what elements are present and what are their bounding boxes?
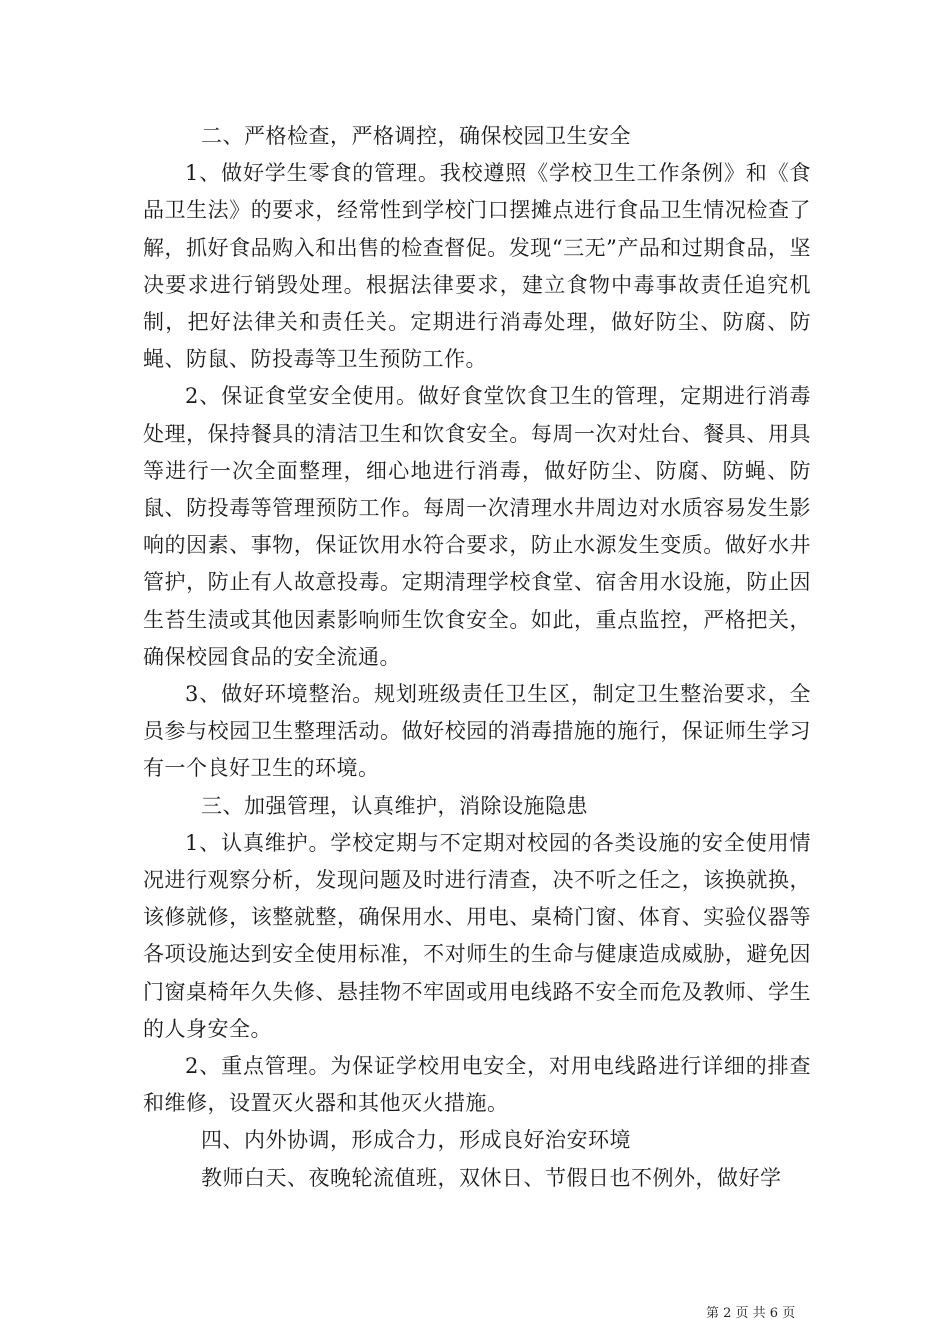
- section-heading-3: 三、加强管理，认真维护，消除设施隐患: [201, 793, 588, 818]
- paragraph-environment: 3、做好环境整治。规划班级责任卫生区，制定卫生整治要求，全员参与校园卫生整理活动。做好校园的消毒措施的施行，保证师生学习有一个良好卫生的环境。: [143, 682, 811, 781]
- page-number-footer: 第 2 页 共 6 页: [706, 1306, 796, 1321]
- section-heading-2: 二、严格检查，严格调控，确保校园卫生安全: [201, 124, 631, 148]
- paragraph-canteen-safety: 2、保证食堂安全使用。做好食堂饮食卫生的管理，定期进行消毒处理，保持餐具的清洁卫生和饮食安全。每周一次对灶台、餐具、用具等进行一次全面整理，细心地进行消毒，做好防尘、防腐、防蝇、防鼠、防投毒等管理预防工作。每周一次清理水井周边对水质容易发生影响的因素、事物，保证饮用水符合要求，防止水源发生变质。做好水井管护，防止有人故意投毒。定期清理学校食堂、宿舍用水设施，防止因生苔生渍或其他因素影响师生饮食安全。如此，重点监控，严格把关，确保校园食品的安全流通。: [143, 384, 811, 669]
- paragraph-maintenance: 1、认真维护。学校定期与不定期对校园的各类设施的安全使用情况进行观察分析，发现问题及时进行清查，决不听之任之，该换就换，该修就修，该整就整，确保用水、用电、桌椅门窗、体育、实验仪器等各项设施达到安全使用标准，不对师生的生命与健康造成威胁，避免因门窗桌椅年久失修、悬挂物不牢固或用电线路不安全而危及教师、学生的人身安全。: [143, 830, 811, 1041]
- paragraph-snack-management: 1、做好学生零食的管理。我校遵照《学校卫生工作条例》和《食品卫生法》的要求，经常性到学校门口摆摊点进行食品卫生情况检查了解，抓好食品购入和出售的检查督促。发现“三无”产品和过期食品，坚决要求进行销毁处理。根据法律要求，建立食物中毒事故责任追究机制，把好法律关和责任关。定期进行消毒处理，做好防尘、防腐、防蝇、防鼠、防投毒等卫生预防工作。: [143, 161, 811, 372]
- paragraph-duty-shifts: 教师白天、夜晚轮流值班，双休日、节假日也不例外，做好学: [201, 1165, 782, 1190]
- paragraph-key-management: 2、重点管理。为保证学校用电安全，对用电线路进行详细的排查和维修，设置灭火器和其他灭火措施。: [143, 1054, 811, 1116]
- section-heading-4: 四、内外协调，形成合力，形成良好治安环境: [201, 1128, 631, 1153]
- document-body: [143, 118, 811, 1197]
